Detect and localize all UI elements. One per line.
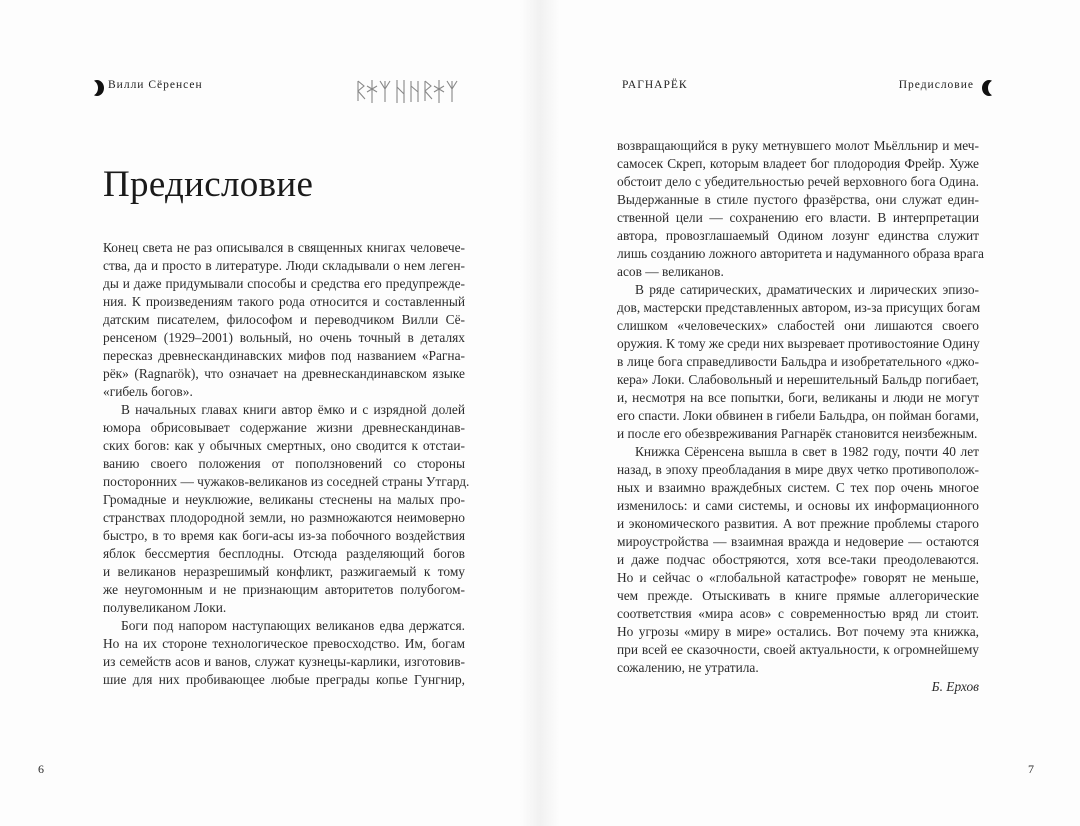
text-line: сожалению, не утратила. [617, 660, 759, 675]
text-line: ванию своего положения от поползновений со стороны [103, 456, 465, 471]
text-line: автора, провозглашаемый Одином лозунг единства служит [617, 228, 979, 243]
text-line: яблок бессмертия бесплодны. Отсюда разделяющий богов [103, 546, 465, 561]
text-line: и великанов неразрешимый конфликт, разжигаемый к тому [103, 564, 465, 579]
text-line: странствах плодородной земли, но размножаются неимоверно [103, 510, 465, 525]
text-line: шие для них пробивающее любые преграды копье Гунгнир, [103, 672, 465, 687]
text-line: быстро, в то время как боги-асы из-за побочного воздействия [103, 528, 465, 543]
text-line: Конец света не раз описывался в священных книгах человече- [103, 240, 465, 255]
text-line: в лице бога справедливости Бальдра и изобретательного «джо- [617, 354, 979, 369]
text-line: ственной цели — сохранению его власти. В интерпретации [617, 210, 979, 225]
paragraph [103, 239, 465, 401]
text-line: Боги под напором наступающих великанов едва держатся. [121, 618, 465, 633]
text-line: и даже подчас обостряются, хотя все-таки преодолеваются. [617, 552, 979, 567]
text-line: «гибель богов». [103, 384, 193, 399]
text-line: ских богов: как у обычных смертных, оно сводится к отстаи- [103, 438, 465, 453]
text-line: лишь созданию ложного авторитета и надуманного образа врага [617, 246, 984, 261]
text-line: соответствия «мира асов» с современностью вряд ли стоит. [617, 606, 979, 621]
text-line: изменилось: и сами системы, и основы их информационного [617, 498, 979, 513]
text-line: Книжка Сёренсена вышла в свет в 1982 году, почти 40 лет [635, 444, 979, 459]
text-line: мироустройства — взаимная вражда и недоверие — остаются [617, 534, 979, 549]
chapter-title: Предисловие [103, 163, 314, 205]
right-page-text [617, 137, 984, 696]
text-line: ства, да и просто в литературе. Люди складывали о нем леген- [103, 258, 465, 273]
text-line: его спасти. Локи обвинен в гибели Бальдра, он пойман богами, [617, 408, 979, 423]
text-line: ды и даже придумывали способы и средства его предупрежде- [103, 276, 465, 291]
paragraph [103, 617, 465, 689]
paragraph [617, 137, 984, 281]
text-line: же неугомонным и не признающим авторитетов полубогом- [103, 582, 465, 597]
text-line: из семейств асов и ванов, служат кузнецы-карлики, изготовив- [103, 654, 465, 669]
text-line: и после его обезвреживания Рагнарёк становится неизбежным. [617, 426, 978, 441]
text-line: самосек Скреп, которым владеет бог плодородия Фрейр. Хуже [617, 156, 979, 171]
text-line: ния. К произведениям такого рода относится и составленный [103, 294, 465, 309]
text-line: кера» Локи. Слабовольный и нерешительный Бальдр погибает, [617, 372, 979, 387]
text-line: пересказ древнескандинавских мифов под названием «Рагна- [103, 348, 465, 363]
text-line: асов — великанов. [617, 264, 724, 279]
text-line: Но угрозы «миру в мире» остались. Вот почему эта книжка, [617, 624, 979, 639]
runic-logo [355, 75, 465, 107]
text-line: юмора обрисовывает содержание жизни древнескандинав- [103, 420, 465, 435]
text-line: посторонних — чужаков-великанов из соседней страны Утгард. [103, 474, 470, 489]
text-line: Но и сейчас о «глобальной катастрофе» говорят не меньше, [617, 570, 979, 585]
text-line: и экономического развития. А вот прежние проблемы старого [617, 516, 979, 531]
text-line: Но на их стороне технологическое превосходство. Им, богам [103, 636, 465, 651]
book-gutter [520, 0, 560, 826]
text-line: датским писателем, философом и переводчиком Вилли Сё- [103, 312, 465, 327]
author-signature: Б. Ерхов [931, 679, 979, 694]
text-line: оружия. К тому же среди них вызревает противостояние Одину [617, 336, 980, 351]
text-line: обстоит дело с убедительностью речей верховного бога Одина. [617, 174, 979, 189]
text-line: Громадные и неуклюжие, великаны стеснены на малых про- [103, 492, 465, 507]
text-line: В ряде сатирических, драматических и лирических эпизо- [635, 282, 979, 297]
text-line: Выдержанные в стиле пустого фразёрства, они служат един- [617, 192, 979, 207]
text-line: возвращающийся в руку метнувшего молот Мьёлльнир и меч- [617, 138, 979, 153]
running-head-book: РАГНАРЁК [622, 79, 688, 91]
page-number-left: 6 [38, 762, 44, 776]
text-line: назад, в эпоху преобладания в мире двух четко противополож- [617, 462, 979, 477]
running-head-section: Предисловие [898, 79, 974, 91]
paragraph [617, 443, 979, 677]
page-number-right: 7 [1028, 762, 1034, 776]
text-line: ных и взаимно враждебных систем. С тех пор очень многое [617, 480, 979, 495]
crescent-moon-icon [90, 80, 104, 96]
crescent-moon-icon [982, 80, 996, 96]
text-line: при всей ее сказочности, своей актуальности, к огромнейшему [617, 642, 979, 657]
paragraph [103, 401, 470, 617]
text-line: дов, мастерски представленных автором, из-за присущих богам [617, 300, 981, 315]
text-line: и, несмотря на все попытки, боги, великаны и люди не могут [617, 390, 979, 405]
text-line: рёк» (Ragnarök), что означает на древнескандинавском языке [103, 366, 465, 381]
text-line: ренсеном (1929–2001) вольный, но очень точный в деталях [103, 330, 465, 345]
text-line: полувеликаном Локи. [103, 600, 227, 615]
text-line: чем прежде. Отыскивать в книге прямые аллегорические [617, 588, 979, 603]
running-head-author: Вилли Сёренсен [108, 79, 203, 91]
left-page-text [103, 239, 470, 689]
paragraph [617, 281, 979, 443]
text-line: В начальных главах книги автор ёмко и с изрядной долей [121, 402, 465, 417]
text-line: слишком «человеческих» слабостей они лишаются своего [617, 318, 979, 333]
